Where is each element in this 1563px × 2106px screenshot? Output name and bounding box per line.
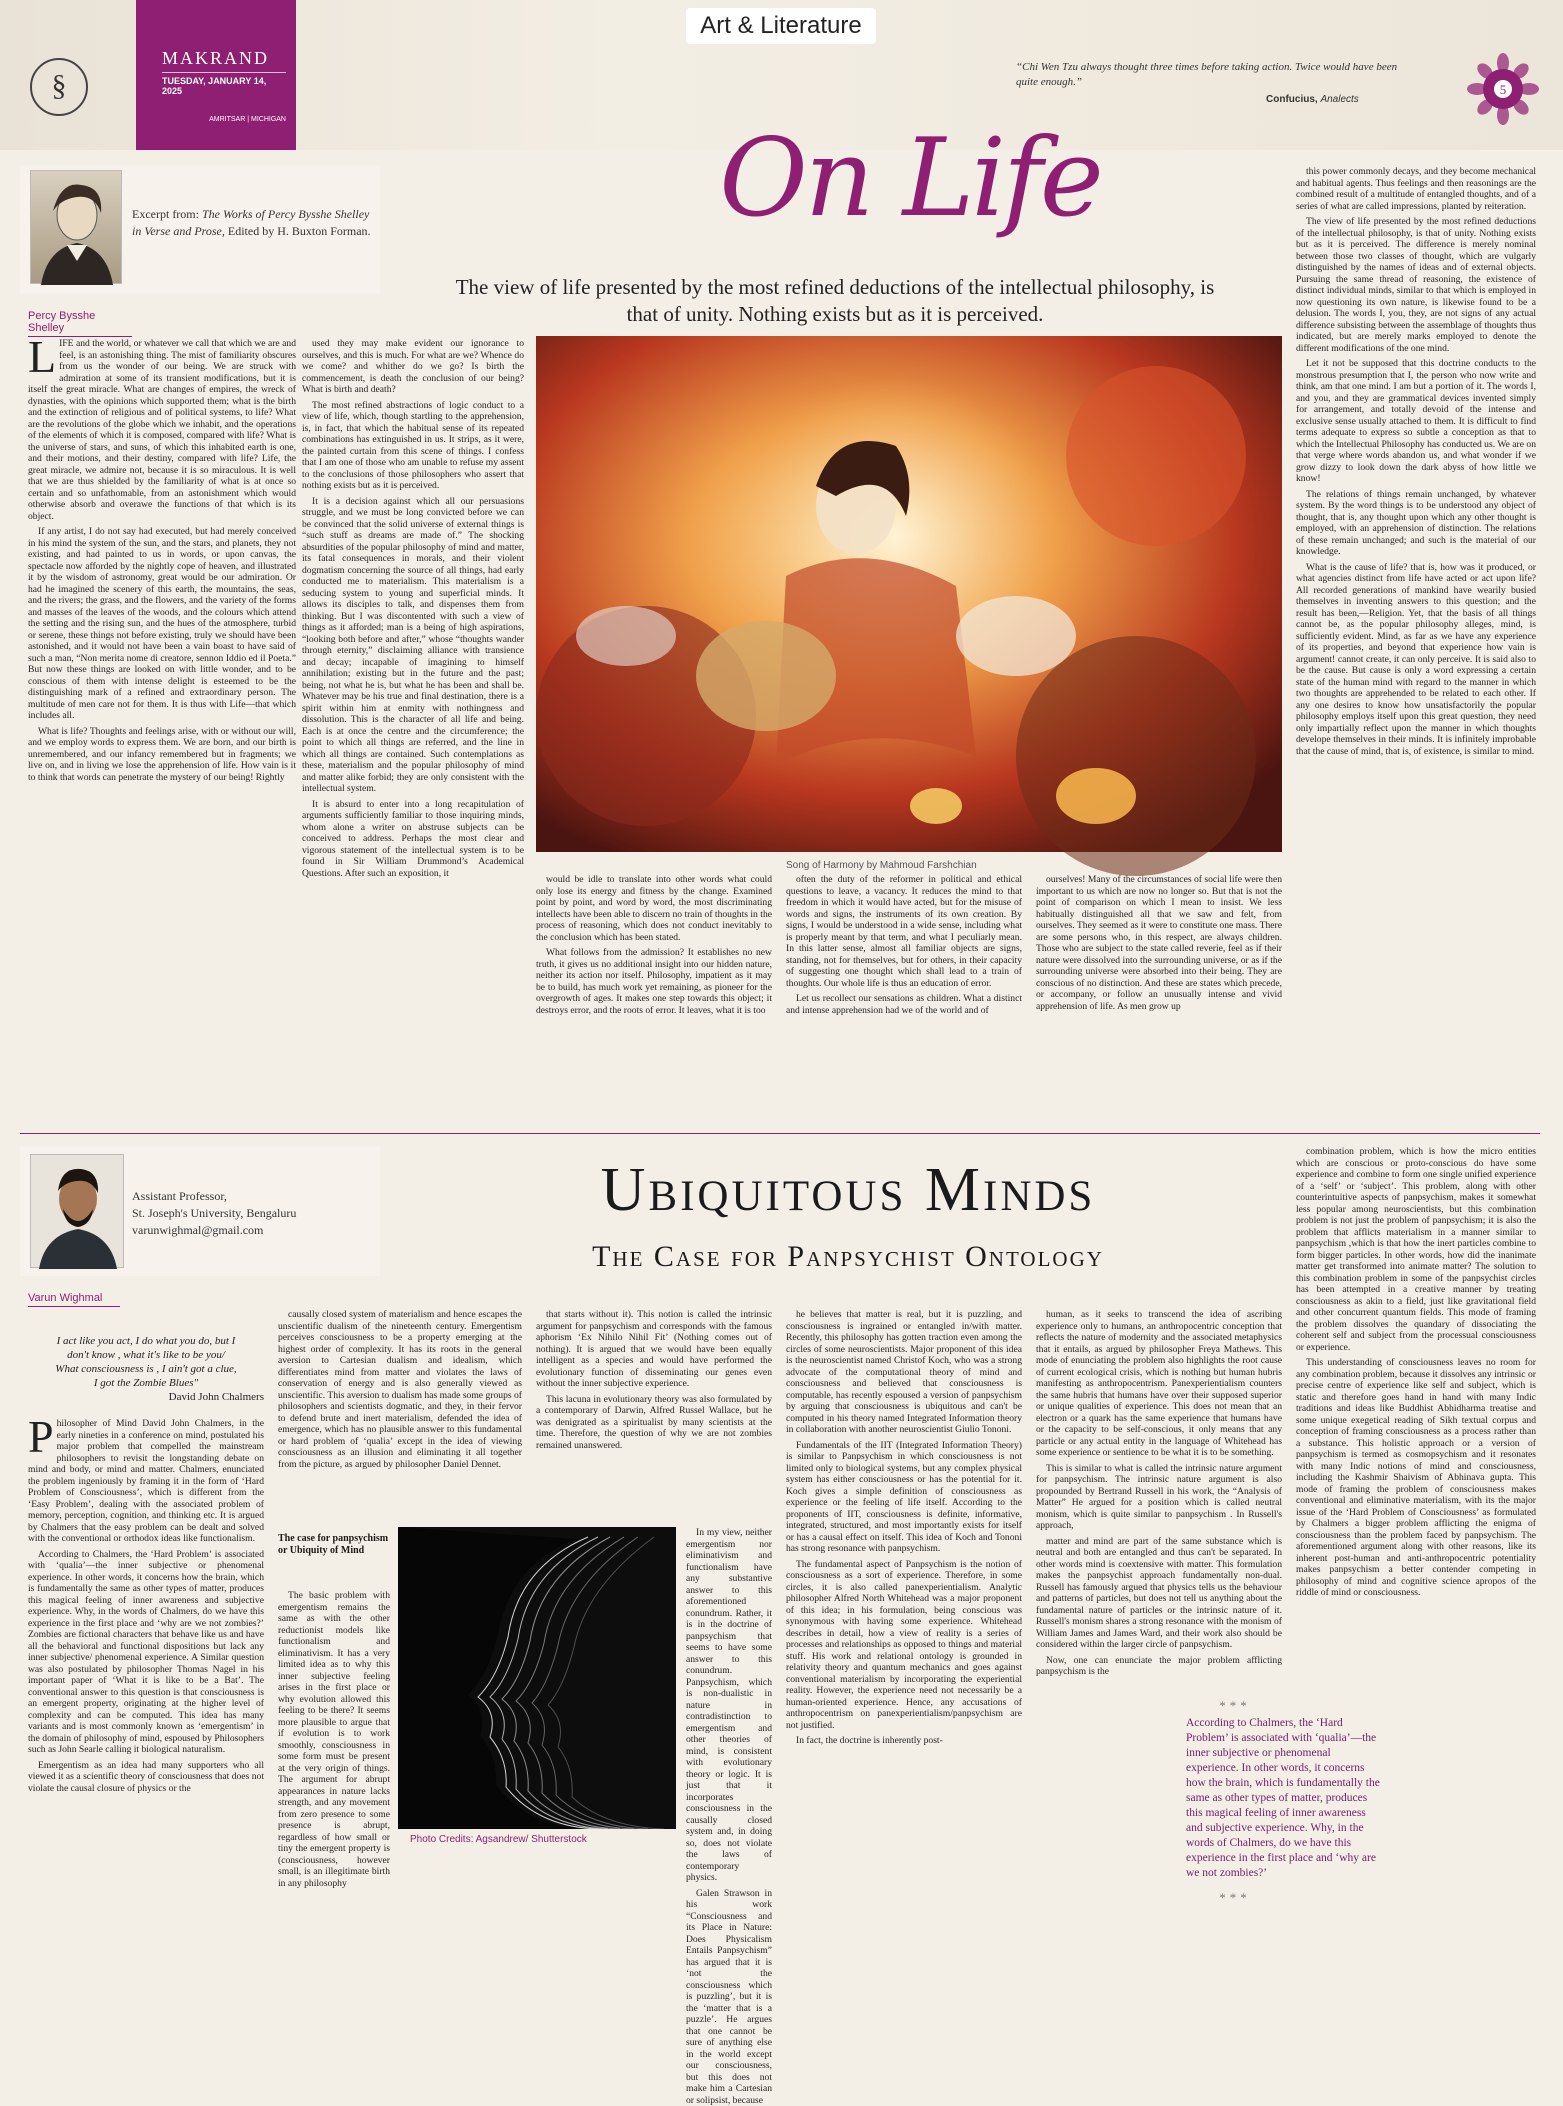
paragraph: What is life? Thoughts and feelings arise, with or without our will, and we employ words to express them. We are born, and our birth is unremembered, and our infancy remembered but in fragments; we live on, and in living we lose the apprehension of life. How vain is it to think that words can penetrate the mystery of our being! Rightly: [28, 726, 296, 784]
issue-location: AMRITSAR | MICHIGAN: [162, 116, 286, 123]
paragraph: In fact, the doctrine is inherently post-: [786, 1735, 1022, 1747]
separator-stars-bottom: ***: [1190, 1890, 1280, 1906]
paragraph: Now, one can enunciate the major problem afflicting panpsychism is the: [1036, 1655, 1282, 1678]
paragraph: If any artist, I do not say had executed, but had merely conceived in his mind the system of the sun, and the stars, and planets, they not existing, and had painted to us in words, or upon canvas, the spectacle now afforded by the nightly cope of heaven, and illustrated it by the wisdom of astronomy, great would be our admiration. Or had he imagined the scenery of this earth, the mountains, the seas, and the rivers; the grass, and the flowers, and the variety of the forms and masses of the leaves of the woods, and the colours which attend the setting and the rising sun, and the hues of the atmosphere, turbid or serene, these things not before existing, truly we should have been astonished, and it would not have been a vain boast to have said of such a man, “Non merita nome di creatore, sennon Iddio ed il Poeta.” But now these things are looked on with little wonder, and to be conscious of them with intense delight is esteemed to be the distinguishing mark of a refined and extraordinary person. The multitude of men care not for them. It is thus with Life—that which includes all.: [28, 526, 296, 722]
paragraph: This lacuna in evolutionary theory was also formulated by a contemporary of Darwin, Alfred Russel Wallace, but he was denigrated as a spiritualist by many scientists at the time. Therefore, the question of why we are not zombies remained unanswered.: [536, 1394, 772, 1452]
paragraph: that starts without it). This notion is called the intrinsic argument for panpsychism and corresponds with the famous aphorism ‘Ex Nihilo Nihil Fit’ (Nothing comes out of nothing). It is argued that we would have been equally intelligent as a species and would have performed the evolutionary function of disseminating our genes even without the inner subjective experience.: [536, 1309, 772, 1390]
paragraph: would be idle to translate into other words what could only lose its energy and fitness by the change. Examined point by point, and word by word, the most discriminating intellects have been able to discern no train of thoughts in the process of reasoning, which does not conduct inevitably to the conclusion which has been stated.: [536, 874, 772, 943]
ubiquitous-column-2-top: [278, 1309, 522, 1529]
ubiquitous-column-1: [28, 1418, 264, 2040]
paragraph: The fundamental aspect of Panpsychism is the notion of consciousness as a sort of experience. Therefore, in some circles, it is also called panexperientialism. Analytic philosopher Alfred North Whitehead was a major proponent of this idea; in his formulation, being conscious was synonymous with having some experience. Whitehead describes in detail, how a view of reality is a series of processes and relationships as opposed to things and material stuff. His work and relational ontology is grounded in relativity theory and quantum mechanics and goes against conventional materialism by incorporating the experiential reality. However, the experience need not necessarily be a human-oriented experience. Hence, any accusations of anthropocentrism on panexperientialism/panpsychism are not justified.: [786, 1559, 1022, 1732]
on-life-column-5: [1036, 874, 1282, 1128]
paragraph: he believes that matter is real, but it is puzzling, and consciousness is ingrained or entangled in/with matter. Recently, this philosophy has gotten traction even among the circles of some neuroscientists. Major proponent of this idea is the neuroscientist named Christof Koch, who was a strong advocate of the computational theory of mind and consciousness and believed that consciousness is computable, has recently espoused a version of panpsychism by arguing that consciousness is ubiquitous and can't be computed in his theory named Integrated Information theory in collaboration with another neuroscientist Giulio Tononi.: [786, 1309, 1022, 1436]
paragraph: This is similar to what is called the intrinsic nature argument for panpsychism. The intrinsic nature argument is also propounded by Bertrand Russell in his work, the “Analysis of Matter” He argued for a position which is called neutral monism, which is quite similar to panpsychism . In Russell's approach,: [1036, 1463, 1282, 1532]
shelley-author-box: [20, 166, 380, 294]
epigraph: I act like you act, I do what you do, but I don't know , what it's like to be you/ What consciousness is , I ain't got a clue, I got the Zombie Blues" David John Chalmers: [28, 1334, 264, 1404]
ubiquitous-column-3-lower: [686, 1527, 772, 2040]
paragraph: According to Chalmers, the ‘Hard Problem’ is associated with ‘qualia’—the inner subjective or phenomenal experience. In other words, it concerns how the brain, which is fundamentally the same as other types of matter, produces this magical feeling of inner awareness and subjective experience. Why, in the words of Chalmers, do we have this experience in the first place and ‘why are we not zombies?’ Zombies are fictional characters that behave like us and have all the behavioral and functional dispositions but lack any inner subjective/ phenomenal experience. A Similar question was also postulated by philosopher Thomas Nagel in his important paper of ‘What it is like to be a Bat’. The conventional answer to this question is that consciousness is an emergent property, originating at the higher level of complexity and can be computed. This idea has many variants and is most commonly known as ‘emergentism’ in the domain of philosophy of mind, espoused by Philosophers such as John Searle calling it biological naturalism.: [28, 1549, 264, 1756]
paragraph: Galen Strawson in his work “Consciousness and its Place in Nature: Does Physicalism Entails Panpsychism” has argued that it is ‘not the consciousness which is puzzling’, but it is the ‘matter that is a puzzle’. He argues that one cannot be sure of anything else in the world except our consciousness, but this does not make him a Cartesian or solipsist, because: [686, 1888, 772, 2106]
on-life-column-1: [28, 338, 296, 1128]
paragraph: It is absurd to enter into a long recapitulation of arguments sufficiently familiar to those inquiring minds, whom alone a writer on abstruse subjects can be conceived to address. Perhaps the most clear and vigorous statement of the intellectual system is to be found in Sir William Drummond’s Academical Questions. After such an exposition, it: [302, 799, 524, 880]
paragraph: In my view, neither emergentism nor eliminativism and functionalism have any substantive answer to this aforementioned conundrum. Rather, it is in the doctrine of panpsychism that seems to have some answer to this conundrum. Panpsychism, which is non-dualistic in nature in contradistinction to emergentism and other theories of mind, is consistent with evolutionary theory or logic. It is just that it incorporates consciousness in the causally closed system and, in doing so, does not violate the laws of contemporary physics.: [686, 1527, 772, 1884]
pull-quote: According to Chalmers, the ‘Hard Problem’ is associated with ‘qualia’—the inner subjective or phenomenal experience. In other words, it concerns how the brain, which is fundamentally the same as other types of matter, produces this magical feeling of inner awareness and subjective experience. Why, in the words of Chalmers, do we have this experience in the first place and ‘why are we not zombies?’: [1186, 1716, 1382, 1888]
ubiquitous-column-3: [536, 1309, 772, 1515]
page-number-badge: [1468, 54, 1538, 124]
ubiquitous-column-4: [786, 1309, 1022, 2040]
photo-credit: Photo Credits: Agsandrew/ Shutterstock: [410, 1834, 587, 1845]
paragraph: The most refined abstractions of logic conduct to a view of life, which, though startling to the apprehension, is, in fact, that which the habitual sense of its repeated combinations has extinguished in us. It strips, as it were, the painted curtain from this scene of things. I confess that I am one of those who am unable to refuse my assent to the conclusions of those philosophers who assert that nothing exists but as it is perceived.: [302, 400, 524, 492]
section-label: Art & Literature: [686, 8, 876, 44]
paragraph: The view of life presented by the most refined deductions of the intellectual philosophy, is that of unity. Nothing exists but as it is perceived. The difference is merely nominal between those two classes of thought, which are vulgarly distinguished by the names of ideas and of external objects. Pursuing the same thread of reasoning, the existence of distinct individual minds, similar to that which is employed in now questioning its own nature, is likewise found to be a delusion. The words I, you, they, are not signs of any actual difference subsisting between the assemblage of thoughts thus indicated, but are merely marks employed to denote the different modifications of the one mind.: [1296, 216, 1536, 354]
song-of-harmony-painting: [536, 336, 1282, 852]
paragraph: What is the cause of life? that is, how was it produced, or what agencies distinct from life have acted or act upon life? All recorded generations of mankind have wearily busied themselves in inventing answers to this question; and the result has been,—Religion. Yet, that the basis of all things cannot be, as the popular philosophy alleges, mind, is sufficiently evident. Mind, as far as we have any experience of its properties, and beyond that experience how vain is argument! cannot create, it can only perceive. It is said also to be the cause. But cause is only a word expressing a certain state of the human mind with regard to the manner in which two thoughts are apprehended to be related to each other. If any one desires to know how unsatisfactorily the popular philosophy employs itself upon this great question, they need only impartially reflect upon the manner in which thoughts develope themselves in their minds. It is infinitely improbable that the cause of mind, that is, of existence, is similar to mind.: [1296, 562, 1536, 758]
on-life-column-4: [786, 874, 1022, 1128]
newspaper-emblem-icon: §: [30, 58, 88, 116]
paragraph: human, as it seeks to transcend the idea of ascribing experience only to humans, an anthropocentric conception that reflects the nature of modernity and the associated metaphysics that it entails, as argued by philosopher Freya Mathews. This mode of enunciating the problem also highlights the root cause of current ecological crisis, which is nothing but human hubris manifesting as anthropocentrism. Panexperientialism counters the same hubris that humans have over their supposed superior or unique qualities of experience. This does not mean that an electron or a quark has the same experience that humans have or the capacity to be self-conscious, it only means that any particle or any actual entity in the language of Whitehead has some experience or sentience to be what it is to be something.: [1036, 1309, 1282, 1459]
on-life-column-3: [536, 874, 772, 1128]
quote-attribution: Confucius, Analects: [1266, 94, 1359, 105]
ubiquitous-column-6: [1296, 1146, 1536, 2040]
shelley-byline: Percy Bysshe Shelley: [28, 310, 132, 337]
epigraph-author: David John Chalmers: [28, 1390, 264, 1404]
on-life-column-6: [1296, 166, 1536, 1128]
on-life-deck: The view of life presented by the most refined deductions of the intellectual philosophy, is that of unity. Nothing exists but as it is perceived.: [440, 274, 1230, 328]
masthead-title: MAKRAND: [162, 48, 286, 69]
article-title-on-life: On Life: [610, 124, 1210, 234]
paragraph: It is a decision against which all our persuasions struggle, and we must be long convicted before we can be convinced that the solid universe of external things is “such stuff as dreams are made of.” The shocking absurdities of the popular philosophy of mind and matter, its fatal consequences in morals, and their violent dogmatism concerning the source of all things, had early conducted me to materialism. This materialism is a seducing system to young and superficial minds. It allows its disciples to talk, and dispenses them from thinking. But I was discontented with such a view of things as it afforded; man is a being of high aspirations, “looking both before and after,” whose “thoughts wander through eternity,” disclaiming alliance with transience and decay; incapable of imagining to himself annihilation; existing but in the future and the past; being, not what he is, but what he has been and shall be. Whatever may be his true and final destination, there is a spirit within him at enmity with nothingness and dissolution. This is the character of all life and being. Each is at once the centre and the circumference; the point to which all things are referred, and the line in which all things are contained. Such contemplations as these, materialism and the popular philosophy of mind and matter alike forbid; they are only consistent with the intellectual system.: [302, 496, 524, 795]
paragraph: this power commonly decays, and they become mechanical and habitual agents. Thus feelings and then reasonings are the combined result of a multitude of entangled thoughts, and of a series of what are called impressions, planted by reiteration.: [1296, 166, 1536, 212]
paragraph: Let it not be supposed that this doctrine conducts to the monstrous presumption that I, the person who now write and think, am that one mind. I am but a portion of it. The words I, and you, and they are grammatical devices invented simply for arrangement, and totally devoid of the intense and exclusive sense usually attached to them. It is difficult to find terms adequate to express so subtle a conception as that to which the Intellectual Philosophy has conducted us. We are on that verge where words abandon us, and what wonder if we grow dizzy to look down the dark abyss of how little we know!: [1296, 358, 1536, 485]
ubiquitous-column-2-lower: [278, 1590, 390, 1826]
wighmal-byline: Varun Wighmal: [28, 1292, 120, 1307]
silhouette-illustration: [398, 1527, 676, 1829]
paragraph: often the duty of the reformer in political and ethical questions to leave, a vacancy. It reduces the mind to that freedom in which it would have acted, but for the misuse of words and signs, the instruments of its own creation. By signs, I would be understood in a wide sense, including what is properly meant by that term, and what I peculiarly mean. In this latter sense, almost all familiar objects are signs, standing, not for themselves, but for others, in their capacity of suggesting one thought which shall lead to a train of thoughts. Our whole life is thus an education of error.: [786, 874, 1022, 989]
shelley-portrait: [30, 170, 122, 284]
paragraph: What follows from the admission? It establishes no new truth, it gives us no additional insight into our hidden nature, neither its action nor itself. Philosophy, impatient as it may be to build, has much work yet remaining, as pioneer for the overgrowth of ages. It makes one step towards this object; it destroys error, and the roots of error. It leaves, what it is too: [536, 947, 772, 1016]
wighmal-author-box: [20, 1146, 380, 1276]
article-title-ubiquitous-minds: Ubiquitous Minds: [458, 1155, 1238, 1225]
article-subtitle: The Case for Panpsychist Ontology: [458, 1240, 1238, 1274]
paragraph: The relations of things remain unchanged, by whatever system. By the word things is to be understood any object of thought, that is, any thought upon which any other thought is employed, with an apprehension of distinction. The relations of these remain unchanged; and such is the material of our knowledge.: [1296, 489, 1536, 558]
issue-date: TUESDAY, JANUARY 14, 2025: [162, 76, 286, 96]
paragraph: used they may make evident our ignorance to ourselves, and this is much. For what are we? Whence do we come? and whither do we go? Is birth the commencement, is death the conclusion of our being? What is birth and death?: [302, 338, 524, 396]
painting-caption: Song of Harmony by Mahmoud Farshchian: [786, 860, 977, 871]
header-quote: “Chi Wen Tzu always thought three times before taking action. Twice would have been quite enough.”: [1016, 60, 1416, 90]
on-life-column-2: [302, 338, 524, 1128]
paragraph: ourselves! Many of the circumstances of social life were then important to us which are now no longer so. But that is not the point of comparison on which I mean to insist. We less habitually distinguished all that we saw and felt, from ourselves. They seemed as it were to constitute one mass. There are some persons who, in this respect, are always children. Those who are subject to the state called reverie, feel as if their nature were dissolved into the surrounding universe, or as if the surrounding universe were absorbed into their being. They are conscious of no distinction. And these are states which precede, or accompany, or follow an unusually intense and vivid apprehension of life. As men grow up: [1036, 874, 1282, 1012]
separator-stars: ***: [1190, 1698, 1280, 1714]
paragraph: Philosopher of Mind David John Chalmers, in the early nineties in a conference on mind, postulated his major problem that compelled the mainstream philosophers to revisit the longstanding debate on mind and body, or mind and matter. Chalmers, enunciated the problem ingeniously by framing it in the form of ‘Hard Problem of Consciousness’, which is different from the ‘Easy Problem’, dealing with the associated problem of memory, perception, cognition, and thinking etc. It is argued by Chalmers that the easy problem can be dealt and solved with the conventional or orthodox ideas like functionalism.: [28, 1418, 264, 1545]
ubiquitous-column-5: [1036, 1309, 1282, 2040]
paragraph: The basic problem with emergentism remains the same as with the other reductionist models like functionalism and eliminativism. It has a very limited idea as to why this inner subjective feeling arises in the first place or why evolution allowed this feeling to be there? It seems more plausible to argue that if evolution is to work smoothly, consciousness in some form must be present at the very origin of things. The argument for abrupt appearances in nature lacks strength, and any movement from zero presence to some presence is abrupt, regardless of how small or tiny the emergent property is (consciousness, however small, is an illegitimate birth in any philosophy: [278, 1590, 390, 1889]
wighmal-affiliation: Assistant Professor, St. Joseph's University, Bengaluru varunwighmal@gmail.com: [132, 1188, 372, 1239]
paragraph: Emergentism as an idea had many supporters who all viewed it as a scientific theory of consciousness that does not violate the causal closure of physics or the: [28, 1760, 264, 1795]
page-number: 5: [1500, 82, 1507, 97]
paragraph: Fundamentals of the IIT (Integrated Information Theory) is similar to Panpsychism in which consciousness is not limited only to biological systems, but any complex physical system has either consciousness or has the potential for it. Koch gives a simple definition of consciousness as experience or the feeling of life itself. According to the proponents of IIT, consciousness is definite, informative, integrated, structured, and most importantly exists for itself or has a causal effect on itself. This idea of Koch and Tononi has strong resonance with panpsychism.: [786, 1440, 1022, 1555]
paragraph: combination problem, which is how the micro entities which are conscious or proto-conscious do have some experience and combine to form one single unified experience of a ‘self’ or ‘subject’. This problem, along with other counterintuitive aspects of panpsychism, makes it somewhat less popular among neuroscientists, but this combination problem is not just the problem of panpsychism; it is also the problem that afflicts materialism in a manner similar to panpsychism ,which is that how the inert particles combine to form bigger particles. In other words, how did the inanimate matter get transformed into animate matter? The solution to this combination problem in some of the panpsychist circles has been attempted in a creative manner by treating consciousness as akin to a field, just like gravitational field and other concurrent quantum fields. This mode of framing the problem dissolves the quandary of dissociating the coherent self and subject from the processual consciousness or experience.: [1296, 1146, 1536, 1353]
section-divider: [20, 1133, 1540, 1134]
paragraph: causally closed system of materialism and hence escapes the unscientific dualism of the nineteenth century. Emergentism perceives consciousness to be a property emerging at the highest order of complexity. It has its roots in the general aversion to Cartesian dualism and idealism, which differentiates mind from matter and violates the laws of conservation of energy and is also generally viewed as unscientific. This aversion to dualism has made some groups of philosophers and scientists dogmatic, and they, in their fervor to defend brute and inert materialism, defended the idea of emergence, which has no plausible answer to this fundamental or hard problem of ‘qualia’ except in the idea of viewing consciousness as an illusion and eliminating it all together from the picture, as argued by philosopher Daniel Dennet.: [278, 1309, 522, 1470]
excerpt-note: Excerpt from: The Works of Percy Bysshe Shelley in Verse and Prose, Edited by H. Buxton Forman.: [132, 206, 372, 240]
wighmal-portrait: [30, 1154, 124, 1268]
paragraph: This understanding of consciousness leaves no room for any combination problem, because it dissolves any intrinsic or precise centre of experience like self and subject, which is static and therefore goes hand in hand with many Indic traditions and ideas like Buddhist Abhidharma treatise and some unique exegetical reading of Sikh textual corpus and conception of framing consciousness as a process rather than a substance. This holistic approach or a version of panpsychism is termed as cosmopsychism and it resonates with many Indic notions of mind and consciousness, including the Kashmir Shaivism of Abhinava gupta. This mode of framing the problem of consciousness makes conventional and eliminative materialism, with its the major issue of the ‘Hard Problem of Consciousness’ as formulated by Chalmers a bigger problem afflicting the enigma of consciousness than the problem faced by panpsychism. The aforementioned argument along with other reasons, like its inherent post-human and anti-anthropocentric potentiality makes panpsychism a better contender competing in philosophy of mind and cognitive science apropos of the riddle of mind or consciousness.: [1296, 1357, 1536, 1599]
paragraph: LIFE and the world, or whatever we call that which we are and feel, is an astonishing thing. The mist of familiarity obscures from us the wonder of our being. We are struck with admiration at some of its transient modifications, but it is itself the great miracle. What are changes of empires, the wreck of dynasties, with the opinions which supported them; what is the birth and the extinction of religious and of political systems, to life? What are the revolutions of the globe which we inhabit, and the operations of the elements of which it is composed, compared with life? What is the universe of stars, and suns, of which this inhabited earth is one, and their motions, and their destiny, compared with life? Life, the great miracle, we admire not, because it is so miraculous. It is well that we are thus shielded by the familiarity of what is at once so certain and so unfathomable, from an astonishment which would otherwise absorb and overawe the functions of that which is its object.: [28, 338, 296, 522]
paragraph: matter and mind are part of the same substance which is neutral and both are entangled and thus can't be separated. In other words mind is coextensive with matter. This formulation makes the panpsychist approach fundamentally non-dual. Russell has famously argued that physics tells us the behaviour and patterns of particles, but does not tell us anything about the fundamental nature of particles or the intrinsic nature of it. Russell's monism shares a strong resonance with the monism of William James and James Ward, and their work also should be considered within the larger circle of panpsychism.: [1036, 1536, 1282, 1651]
masthead: [136, 0, 296, 150]
paragraph: Let us recollect our sensations as children. What a distinct and intense apprehension had we of the world and of: [786, 993, 1022, 1016]
sidehead-box: [278, 1527, 390, 1563]
sidehead: The case for panpsychism or Ubiquity of Mind: [278, 1533, 390, 1557]
